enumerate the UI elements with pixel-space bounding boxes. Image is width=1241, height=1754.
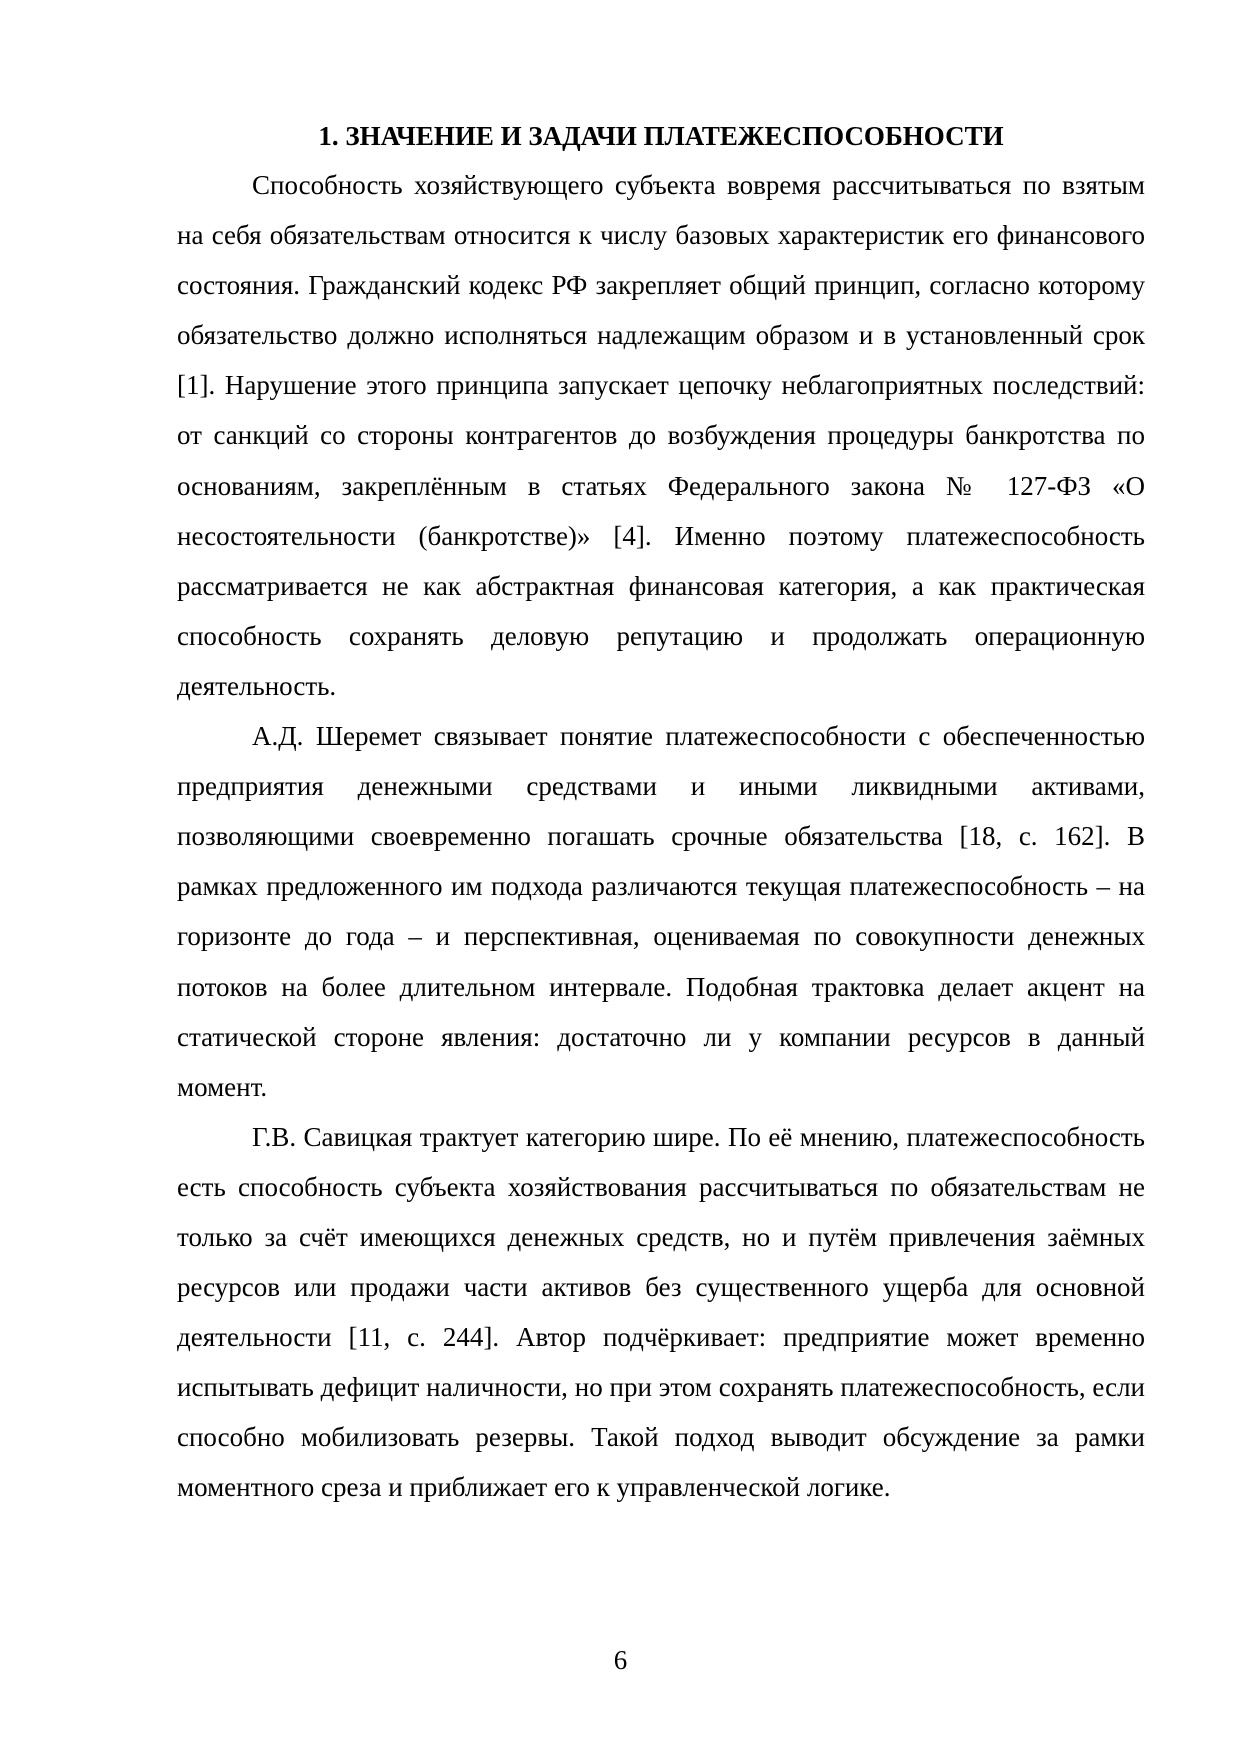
paragraph-2: А.Д. Шеремет связывает понятие платежеспособности с обеспеченностью предприятия денежными средствами и иными ликвидными активами, позволяющими своевременно погашать срочные обязательства [18, с. 162]. В рамках предложенного им подхода различаются текущая платежеспособность – на горизонте до года – и перспективная, оцениваемая по совокупности денежных потоков на более длительном интервале. Подобная трактовка делает акцент на статической стороне явления: достаточно ли у компании ресурсов в данный момент. [177,721,1145,1102]
paragraph-3: Г.В. Савицкая трактует категорию шире. По её мнению, платежеспособность есть способность субъекта хозяйствования рассчитываться по обязательствам не только за счёт имеющихся денежных средств, но и путём привлечения заёмных ресурсов или продажи части активов без существенного ущерба для основной деятельности [11, с. 244]. Автор подчёркивает: предприятие может временно испытывать дефицит наличности, но при этом сохранять платежеспособность, если способно мобилизовать резервы. Такой подход выводит обсуждение за рамки моментного среза и приближает его к управленческой логике. [177,1121,1145,1503]
page-number: 6 [613,1645,628,1675]
paragraph-1: Способность хозяйствующего субъекта вовремя рассчитываться по взятым на себя обязательствам относится к числу базовых характеристик его финансового состояния. Гражданский кодекс РФ закрепляет общий принцип, согласно которому обязательство должно исполняться надлежащим образом и в установленный срок [1]. Нарушение этого принципа запускает цепочку неблагоприятных последствий: от санкций со стороны контрагентов до возбуждения процедуры банкротства по основаниям, закреплённым в статьях Федерального закона № 127-ФЗ «О несостоятельности (банкротстве)» [4]. Именно поэтому платежеспособность рассматривается не как абстрактная финансовая категория, а как практическая способность сохранять деловую репутацию и продолжать операционную деятельность. [177,170,1145,701]
section-title: 1. ЗНАЧЕНИЕ И ЗАДАЧИ ПЛАТЕЖЕСПОСОБНОСТИ [318,121,1004,151]
page-content [177,112,1145,1513]
